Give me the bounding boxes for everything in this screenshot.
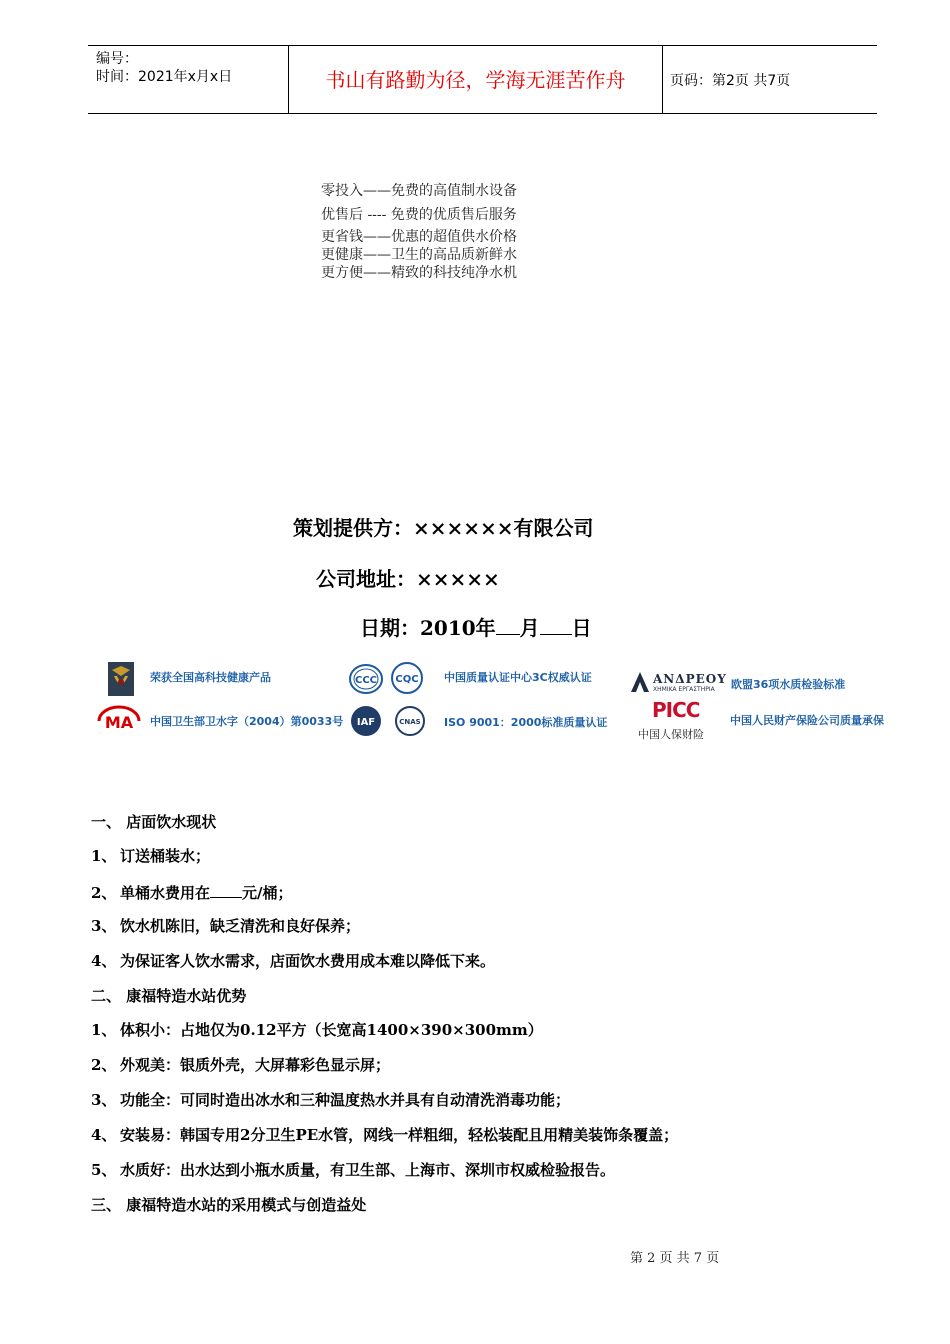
picc-logo-subtext: 中国人保财险 [638, 728, 704, 741]
section-2-item-1: 1、 体积小：占地仅为0.12平方（长宽高1400×390×300mm） [91, 1021, 543, 1039]
header-time-label: 时间：2021年x月x日 [96, 69, 233, 85]
badge-hightech-text: 荣获全国高科技健康产品 [150, 671, 271, 684]
slogan-line-4: 更健康——卫生的高品质新鲜水 [321, 247, 517, 263]
slogan-line-5: 更方便——精致的科技纯净水机 [321, 265, 517, 281]
section-1-item-2: 2、 单桶水费用在 元/桶； [91, 881, 293, 903]
anadeoy-triangle-icon [631, 672, 649, 692]
badge-health-text: 中国卫生部卫水字（2004）第0033号 [150, 715, 344, 728]
cover-date-month: 月 [519, 616, 540, 640]
ccc-logo-text: CCC [354, 675, 378, 686]
cqc-logo-text: CQC [395, 674, 419, 685]
cover-provider: 策划提供方：××××××有限公司 [293, 516, 594, 540]
picc-logo-text: PICC [652, 698, 700, 722]
slogan-line-2: 优售后 ---- 免费的优质售后服务 [321, 207, 517, 223]
header-motto: 书山有路勤为径，学海无涯苦作舟 [325, 68, 626, 92]
ccc-logo-icon [349, 664, 383, 694]
section-2-item-5: 5、 水质好：出水达到小瓶水质量，有卫生部、上海市、深圳市权威检验报告。 [91, 1161, 616, 1179]
badge-picc-text: 中国人民财产保险公司质量承保 [730, 714, 884, 727]
anadeoy-logo-subtext: XHMIKA ΕΡΓΑΣΤΗΡΙΑ [653, 686, 715, 693]
badge-3c-text: 中国质量认证中心3C权威认证 [444, 671, 592, 684]
hightech-award-icon [108, 662, 134, 696]
section-1-item-1: 1、 订送桶装水； [91, 847, 211, 865]
section-2-item-2: 2、 外观美：银质外壳，大屏幕彩色显示屏； [91, 1056, 391, 1074]
slogan-line-1: 零投入——免费的高值制水设备 [321, 183, 517, 199]
iaf-logo-text: IAF [356, 717, 376, 728]
cover-date-prefix: 日期：2010年 [360, 616, 496, 640]
section-2-title: 二、 康福特造水站优势 [91, 987, 247, 1005]
header-divider-right [662, 45, 663, 114]
anadeoy-logo-text: ANΔPEOY [653, 672, 727, 686]
section-2-item-3: 3、 功能全：可同时造出冰水和三种温度热水并具有自动清洗消毒功能； [91, 1091, 571, 1109]
header-top-rule [88, 45, 877, 46]
slogan-line-3: 更省钱——优惠的超值供水价格 [321, 229, 517, 245]
header-number-label: 编号： [96, 51, 138, 67]
section-3-title: 三、 康福特造水站的采用模式与创造益处 [91, 1196, 367, 1214]
section-1-title: 一、 店面饮水现状 [91, 813, 217, 831]
cover-date [360, 612, 592, 641]
cnas-logo-text: CNAS [399, 718, 421, 726]
header-bottom-rule [88, 113, 877, 114]
cover-date-day: 日 [571, 616, 592, 640]
section-1-item-4: 4、 为保证客人饮水需求，店面饮水费用成本难以降低下来。 [91, 952, 496, 970]
header-page-label: 页码：第2页 共7页 [670, 73, 791, 89]
ma-logo-icon [97, 705, 141, 737]
footer-page-number: 第 2 页 共 7 页 [630, 1251, 720, 1266]
section-1-item-3: 3、 饮水机陈旧，缺乏清洗和良好保养； [91, 917, 361, 935]
badge-eu-text: 欧盟36项水质检验标准 [731, 678, 846, 691]
badge-iso-text: ISO 9001：2000标准质量认证 [444, 716, 608, 729]
cqc-logo-icon [390, 662, 424, 694]
cnas-logo-icon [394, 706, 426, 736]
section-2-item-4: 4、 安装易：韩国专用2分卫生PE水管，网线一样粗细，轻松装配且用精美装饰条覆盖； [91, 1126, 679, 1144]
iaf-logo-icon [349, 705, 383, 737]
ma-logo-text: MA [104, 713, 134, 732]
cover-address: 公司地址：××××× [316, 567, 500, 591]
